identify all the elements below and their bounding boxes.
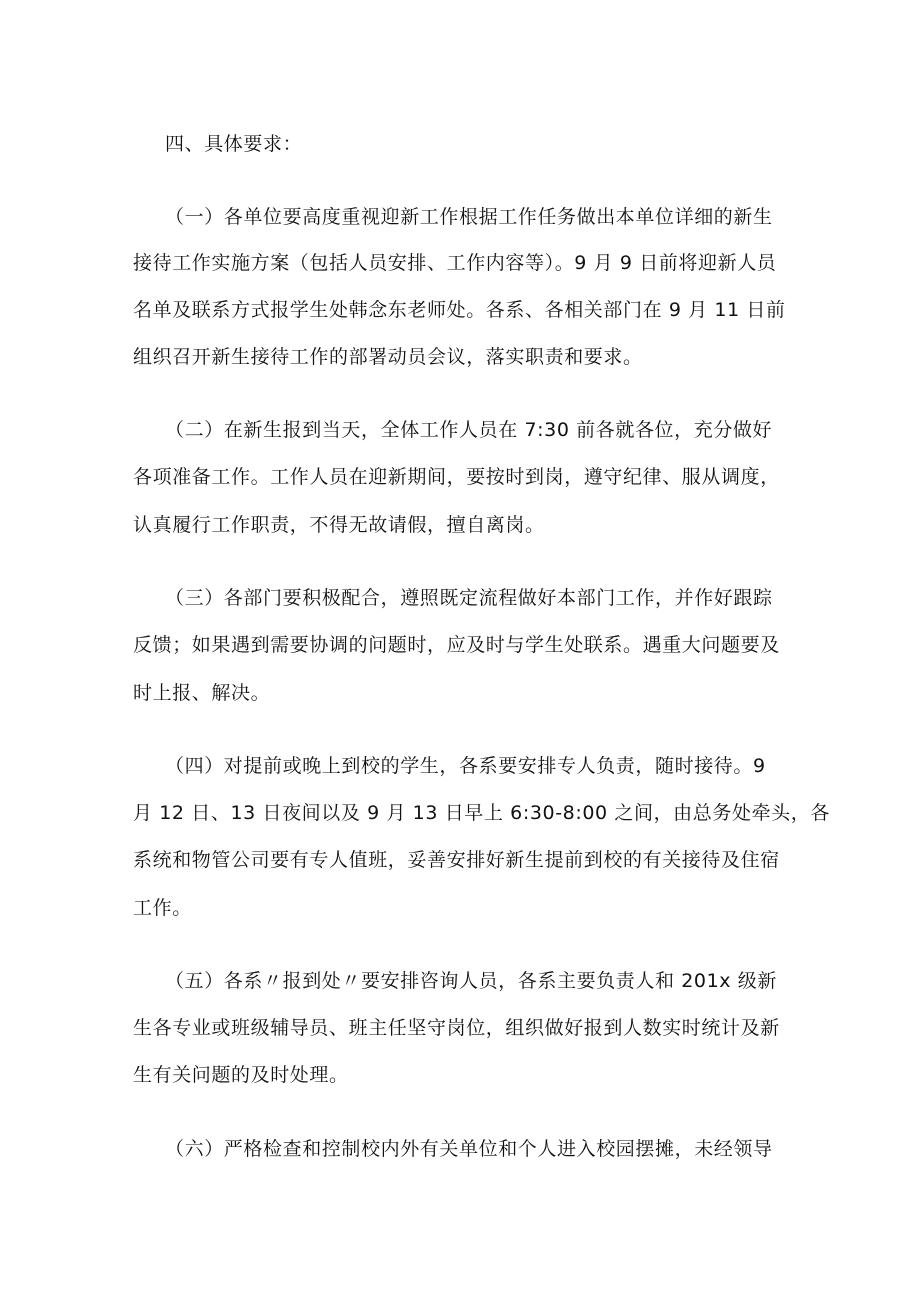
paragraph-line: 工作。 (133, 897, 192, 919)
paragraph-line: 月 12 日、13 日夜间以及 9 月 13 日早上 6:30-8:00 之间，由总务处牵头，各 (133, 802, 830, 824)
paragraph-line: 生各专业或班级辅导员、班主任坚守岗位，组织做好报到人数实时统计及新 (133, 1017, 780, 1039)
paragraph-line: 时上报、解决。 (133, 682, 271, 704)
paragraph-line: 接待工作实施方案（包括人员安排、工作内容等）。9 月 9 日前将迎新人员 (133, 252, 777, 274)
paragraph-line: （三）各部门要积极配合，遵照既定流程做好本部门工作，并作好跟踪 (165, 587, 773, 609)
paragraph-line: 组织召开新生接待工作的部署动员会议，落实职责和要求。 (133, 346, 643, 368)
paragraph-line: 名单及联系方式报学生处韩念东老师处。各系、各相关部门在 9 月 11 日前 (133, 299, 786, 321)
paragraph-line: 生有关问题的及时处理。 (133, 1064, 349, 1086)
paragraph-line: 各项准备工作。工作人员在迎新期间，要按时到岗，遵守纪律、服从调度， (133, 466, 780, 488)
paragraph-line: 反馈；如果遇到需要协调的问题时，应及时与学生处联系。遇重大问题要及 (133, 634, 780, 656)
paragraph-line: （五）各系〃报到处〃要安排咨询人员，各系主要负责人和 201x 级新 (165, 970, 777, 992)
paragraph-line: （二）在新生报到当天，全体工作人员在 7:30 前各就各位，充分做好 (165, 419, 773, 441)
paragraph-line: 系统和物管公司要有专人值班，妥善安排好新生提前到校的有关接待及住宿 (133, 849, 780, 871)
paragraph-line: （一）各单位要高度重视迎新工作根据工作任务做出本单位详细的新生 (165, 206, 773, 228)
paragraph-line: 认真履行工作职责，不得无故请假，擅自离岗。 (133, 514, 545, 536)
paragraph-line: （四）对提前或晚上到校的学生，各系要安排专人负责，随时接待。9 (165, 755, 766, 777)
paragraph-line: （六）严格检查和控制校内外有关单位和个人进入校园摆摊，未经领导 (165, 1138, 773, 1160)
section-heading: 四、具体要求： (165, 133, 303, 155)
